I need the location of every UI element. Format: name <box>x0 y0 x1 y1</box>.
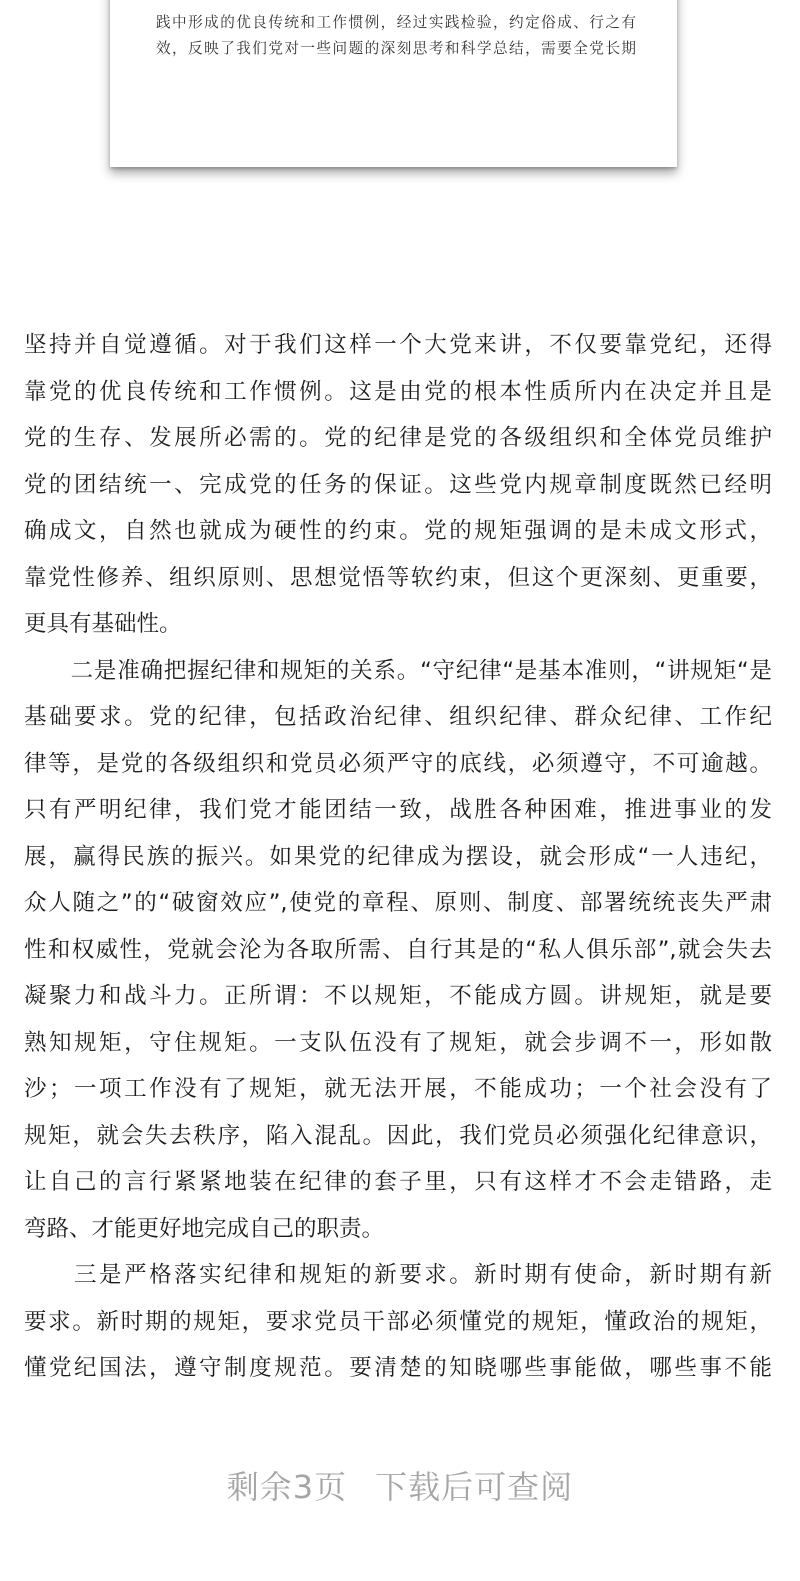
preview-card-text <box>156 10 636 62</box>
body-line: 要求。新时期的规矩，要求党员干部必须懂党的规矩，懂政治的规矩， <box>24 1308 772 1335</box>
body-line: 众人随之”的“破窗效应”,使党的章程、原则、制度、部署统统丧失严肃 <box>24 890 772 916</box>
body-line: 弯路、才能更好地完成自己的职责。 <box>24 1215 385 1242</box>
body-line: 坚持并自觉遵循。对于我们这样一个大党来讲，不仅要靠党纪，还得 <box>24 332 772 358</box>
document-body <box>24 322 772 1392</box>
body-line: 确成文，自然也就成为硬性的约束。党的规矩强调的是未成文形式， <box>24 518 772 544</box>
body-line: 基础要求。党的纪律，包括政治纪律、组织纪律、群众纪律、工作纪 <box>24 704 772 730</box>
card-line: 践中形成的优良传统和工作惯例，经过实践检验，约定俗成、行之有 <box>156 14 636 31</box>
body-line: 三是严格落实纪律和规矩的新要求。新时期有使命，新时期有新 <box>24 1262 772 1288</box>
body-line: 党的团结统一、完成党的任务的保证。这些党内规章制度既然已经明 <box>24 471 772 498</box>
body-line: 性和权威性，党就会沦为各取所需、自行其是的“私人俱乐部”,就会失去 <box>24 936 772 963</box>
body-line: 只有严明纪律，我们党才能团结一致，战胜各种困难，推进事业的发 <box>24 797 772 823</box>
body-line: 凝聚力和战斗力。正所谓：不以规矩，不能成方圆。讲规矩，就是要 <box>24 983 772 1009</box>
body-line: 让自己的言行紧紧地装在纪律的套子里，只有这样才不会走错路，走 <box>24 1169 772 1195</box>
card-line: 效，反映了我们党对一些问题的深刻思考和科学总结，需要全党长期 <box>156 40 636 57</box>
body-line: 展，赢得民族的振兴。如果党的纪律成为摆设，就会形成“一人违纪， <box>24 843 772 870</box>
body-line: 沙；一项工作没有了规矩，就无法开展，不能成功；一个社会没有了 <box>24 1076 772 1102</box>
body-line: 靠党性修养、组织原则、思想觉悟等软约束，但这个更深刻、更重要， <box>24 564 772 591</box>
body-line: 更具有基础性。 <box>24 611 182 637</box>
body-line: 党的生存、发展所必需的。党的纪律是党的各级组织和全体党员维护 <box>24 425 772 451</box>
body-line: 律等，是党的各级组织和党员必须严守的底线，必须遵守，不可逾越。 <box>24 750 772 777</box>
download-to-view-label: 下载后可查阅 <box>375 1468 574 1506</box>
download-prompt[interactable] <box>0 1462 800 1508</box>
body-line: 规矩，就会失去秩序，陷入混乱。因此，我们党员必须强化纪律意识， <box>24 1122 772 1149</box>
body-line: 靠党的优良传统和工作惯例。这是由党的根本性质所内在决定并且是 <box>24 378 772 405</box>
body-line: 熟知规矩，守住规矩。一支队伍没有了规矩，就会步调不一，形如散 <box>24 1029 772 1056</box>
remaining-pages-label: 剩余3页 <box>226 1468 348 1506</box>
body-line: 懂党纪国法，遵守制度规范。要清楚的知晓哪些事能做，哪些事不能 <box>24 1355 772 1381</box>
preview-page-card <box>110 0 677 167</box>
body-line: 二是准确把握纪律和规矩的关系。“守纪律“是基本准则，“讲规矩“是 <box>24 657 772 684</box>
